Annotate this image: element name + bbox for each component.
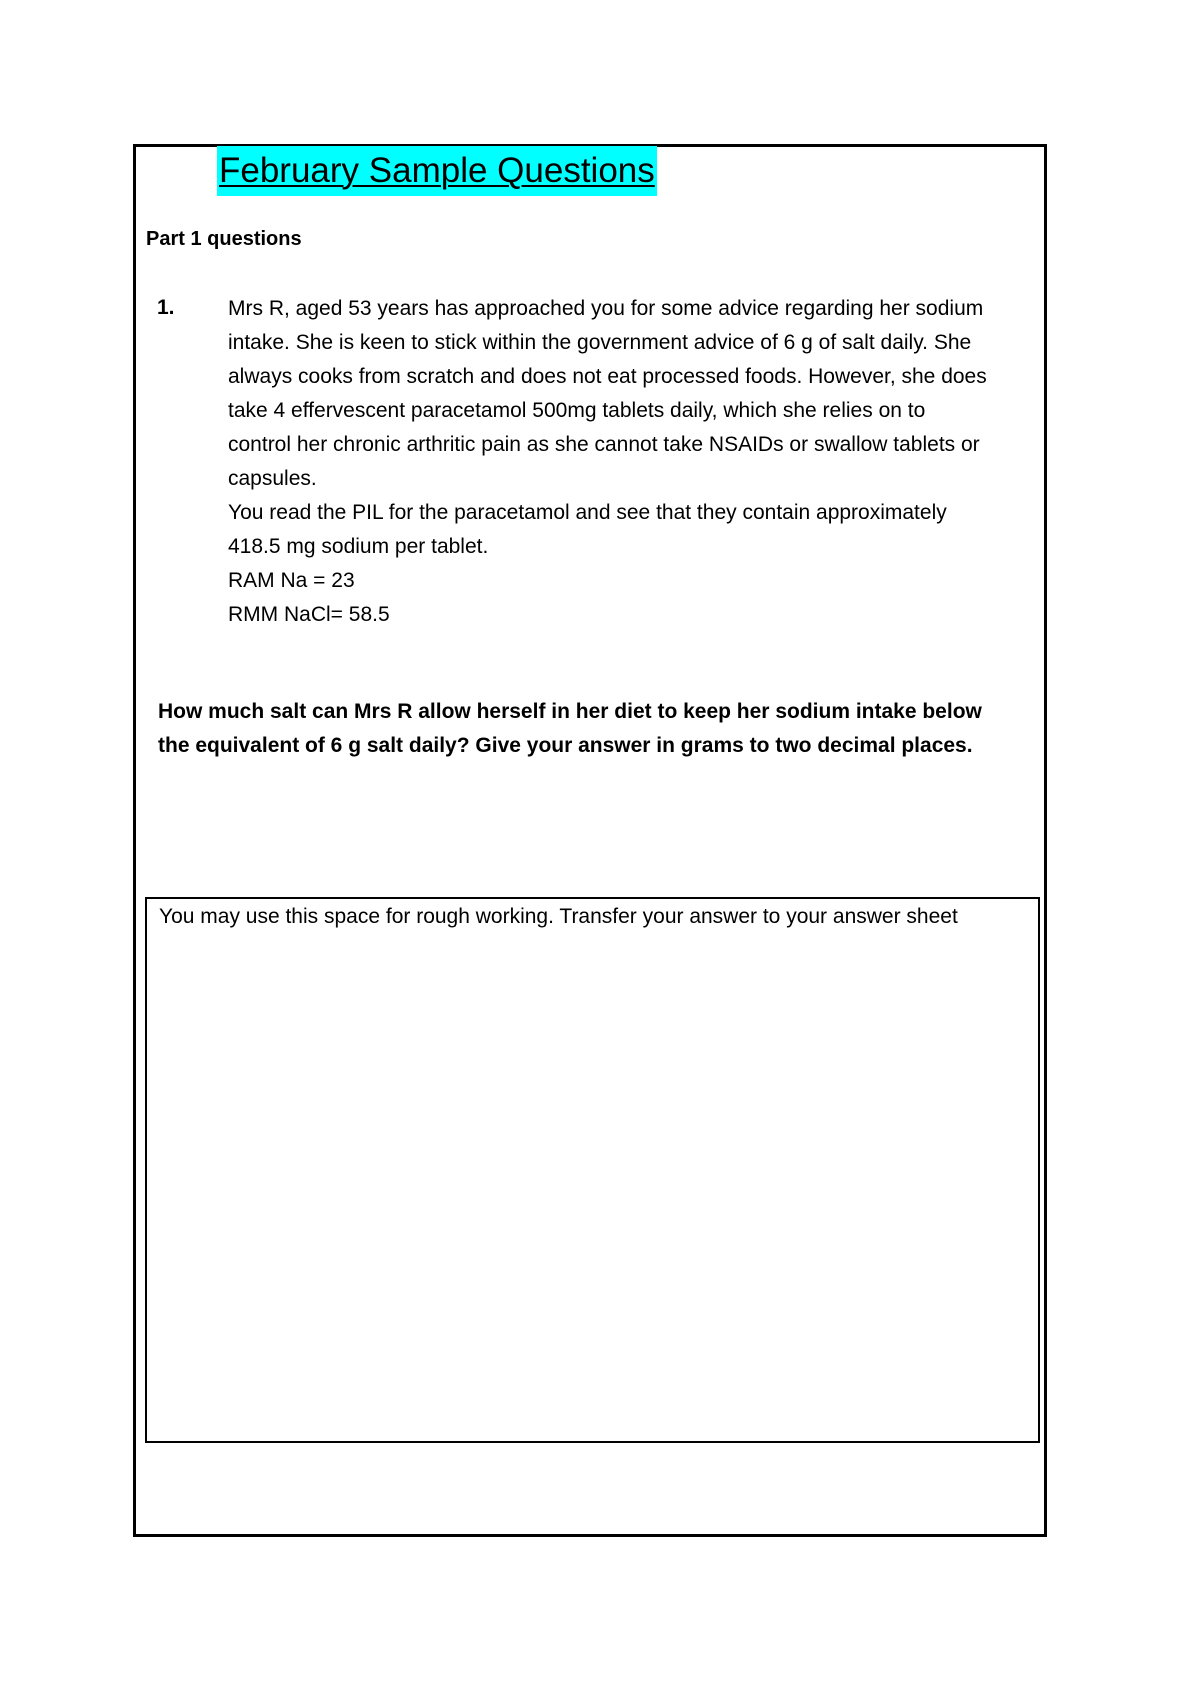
prompt-line: How much salt can Mrs R allow herself in her diet to keep her sodium intake below <box>158 700 982 723</box>
prompt-line: the equivalent of 6 g salt daily? Give your answer in grams to two decimal places. <box>158 734 973 757</box>
section-heading: Part 1 questions <box>146 228 302 250</box>
rough-working-box[interactable] <box>145 897 1040 1443</box>
question-number: 1. <box>157 296 175 319</box>
rough-working-label: You may use this space for rough working. Transfer your answer to your answer sheet <box>159 905 958 928</box>
question-line: intake. She is keen to stick within the government advice of 6 g of salt daily. She <box>228 331 972 354</box>
question-prompt <box>158 695 1018 763</box>
question-line: Mrs R, aged 53 years has approached you for some advice regarding her sodium <box>228 297 984 320</box>
question-line: RAM Na = 23 <box>228 569 355 592</box>
question-line: RMM NaCl= 58.5 <box>228 603 390 626</box>
question-body <box>228 292 1038 632</box>
question-line: capsules. <box>228 467 317 490</box>
question-line: 418.5 mg sodium per tablet. <box>228 535 489 558</box>
question-line: You read the PIL for the paracetamol and see that they contain approximately <box>228 501 947 524</box>
question-line: always cooks from scratch and does not eat processed foods. However, she does <box>228 365 987 388</box>
question-line: take 4 effervescent paracetamol 500mg tablets daily, which she relies on to <box>228 399 926 422</box>
question-line: control her chronic arthritic pain as she cannot take NSAIDs or swallow tablets or <box>228 433 980 456</box>
page-title: February Sample Questions <box>217 146 657 196</box>
